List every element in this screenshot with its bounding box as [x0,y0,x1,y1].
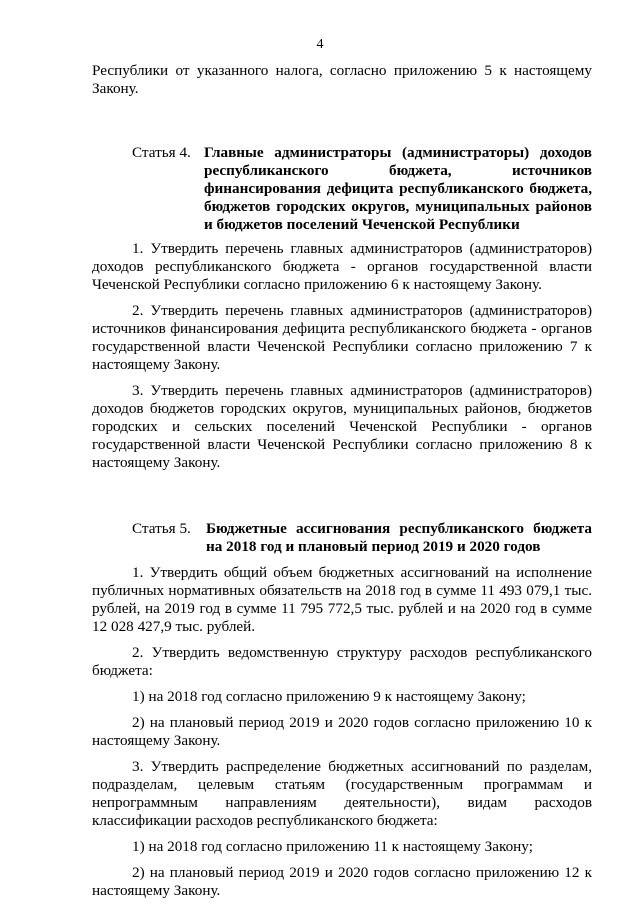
article-5-label: Статья 5. [132,520,191,537]
article-5-title: Бюджетные ассигнования республиканского бюджета на 2018 год и плановый период 2019 и 2020 годов [206,520,592,555]
article-5-item: 2. Утвердить ведомственную структуру расходов республиканского бюджета: [92,644,592,679]
article-5-item: 1) на 2018 год согласно приложению 9 к настоящему Закону; [132,688,526,705]
page-number: 4 [316,37,324,52]
intro-paragraph: Республики от указанного налога, согласно приложению 5 к настоящему Закону. [92,62,592,97]
article-4-heading [92,144,592,234]
article-5-heading [92,520,592,556]
article-4-item: 2. Утвердить перечень главных администраторов (администраторов) источников финансирования дефицита республиканского бюджета - органов государственной власти Чеченской Республики согласно приложению 7 к настоящему Закону. [92,302,592,373]
article-5-item: 1. Утвердить общий объем бюджетных ассигнований на исполнение публичных нормативных обязательств на 2018 год в сумме 11 493 079,1 тыс. рублей, на 2019 год в сумме 11 795 772,5 тыс. рублей и на 2020 год в сумме 12 028 427,9 тыс. рублей. [92,564,592,635]
article-5-item: 1) на 2018 год согласно приложению 11 к настоящему Закону; [132,838,533,855]
article-4-title: Главные администраторы (администраторы) доходов республиканского бюджета, источников финансирования дефицита республиканского бюджета, бюджетов городских округов, муниципальных районов и бюджетов поселений Чеченской Республики [204,144,592,233]
article-4-label: Статья 4. [132,144,191,161]
article-5-item: 2) на плановый период 2019 и 2020 годов согласно приложению 10 к настоящему Закону. [92,714,592,749]
article-4-item: 3. Утвердить перечень главных администраторов (администраторов) доходов бюджетов городских округов, муниципальных районов, бюджетов городских и сельских поселений Чеченской Республики - органов государственной власти Чеченской Республики согласно приложению 8 к настоящему Закону. [92,382,592,471]
article-5-item: 3. Утвердить распределение бюджетных ассигнований по разделам, подразделам, целевым статьям (государственным программам и непрограммным направлениям деятельности), видам расходов классификации расходов республиканского бюджета: [92,758,592,829]
article-5-item: 2) на плановый период 2019 и 2020 годов согласно приложению 12 к настоящему Закону. [92,864,592,899]
document-body [92,62,592,900]
article-4-item: 1. Утвердить перечень главных администраторов (администраторов) доходов республиканского бюджета - органов государственной власти Чеченской Республики согласно приложению 6 к настоящему Закону. [92,240,592,293]
